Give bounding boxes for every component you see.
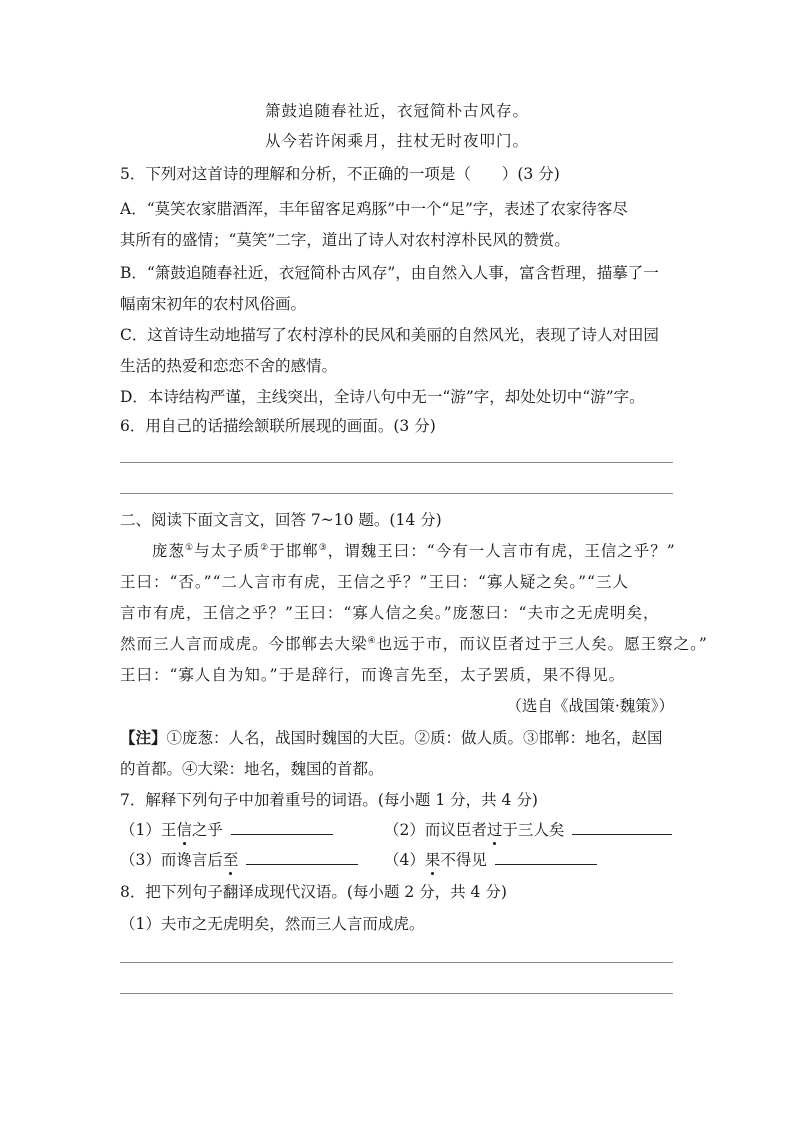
answer-line[interactable] xyxy=(120,993,673,994)
q5-option-b-line2: 幅南宋初年的农村风俗画。 xyxy=(120,295,307,313)
passage-text: ，谓魏王曰：“今有一人言市有虎，王信之乎？” xyxy=(327,542,676,560)
note-marker: ① xyxy=(185,542,195,553)
q7-stem: 7．解释下列句子中加着重号的词语。(每小题 1 分，共 4 分) xyxy=(120,791,538,809)
passage-text: 然而三人言而成虎。今邯郸去大梁 xyxy=(120,635,368,653)
q5-stem: 5．下列对这首诗的理解和分析，不正确的一项是（ ）(3 分) xyxy=(120,165,560,183)
passage-line-1 xyxy=(152,540,674,562)
q7-row-1 xyxy=(120,819,674,841)
answer-line[interactable] xyxy=(120,493,673,494)
q7-item-1-blank[interactable] xyxy=(231,820,333,835)
q7-item-1-text: 之乎 xyxy=(191,821,223,839)
q7-item-4-text: （4） xyxy=(384,851,425,869)
emphasized-word: 过 xyxy=(486,821,503,839)
q7-item-2-text: 于三人矣 xyxy=(502,821,565,839)
note-marker: ③ xyxy=(318,542,328,553)
notes-label: 【注】 xyxy=(120,728,167,747)
note-marker: ④ xyxy=(367,635,377,646)
q5-option-a-line2: 其所有的盛情；“莫笑”二字，道出了诗人对农村淳朴民风的赞赏。 xyxy=(120,231,570,249)
q6-stem: 6．用自己的话描绘颔联所展现的画面。(3 分) xyxy=(120,417,436,435)
passage-line-2: 王曰：“否。”“二人言市有虎，王信之乎？”王曰：“寡人疑之矣。”“三人 xyxy=(120,573,629,591)
poem-line-2: 从今若许闲乘月，拄杖无时夜叩门。 xyxy=(264,132,529,150)
passage-text: 于邯郸 xyxy=(269,542,319,560)
q7-row-2 xyxy=(120,849,674,871)
q8-sentence-1: （1）夫市之无虎明矣，然而三人言而成虎。 xyxy=(120,915,425,933)
emphasized-word: 果 xyxy=(424,851,441,869)
passage-line-3: 言市有虎，王信之乎？”王曰：“寡人信之矣。”庞葱曰：“夫市之无虎明矣， xyxy=(120,604,660,622)
q5-option-c-line2: 生活的热爱和恋恋不舍的感情。 xyxy=(120,357,338,375)
q5-option-d: D．本诗结构严谨，主线突出，全诗八句中无一“游”字，却处处切中“游”字。 xyxy=(120,388,645,406)
passage-text: 庞葱 xyxy=(152,542,186,560)
notes-line-1 xyxy=(120,727,674,749)
q7-item-2-text: （2）而议臣者 xyxy=(384,821,487,839)
poem-line-1: 箫鼓追随春社近，衣冠简朴古风存。 xyxy=(264,102,529,120)
section-2-title: 二、阅读下面文言文，回答 7~10 题。(14 分) xyxy=(120,511,442,529)
q7-item-4-text: 不得见 xyxy=(440,851,487,869)
passage-line-4 xyxy=(120,633,708,655)
passage-text: 与太子质 xyxy=(194,542,261,560)
q7-item-4-blank[interactable] xyxy=(495,850,597,865)
q5-option-a-line1: A．“莫笑农家腊酒浑，丰年留客足鸡豚”中一个“足”字，表述了农家待客尽 xyxy=(120,200,628,218)
emphasized-word: 信 xyxy=(176,821,192,839)
q5-option-b-line1: B．“箫鼓追随春社近，衣冠简朴古风存”，由自然入人事，富含哲理，描摹了一 xyxy=(120,264,659,282)
emphasized-word: 至 xyxy=(222,851,239,869)
notes-line-2: 的首都。④大梁：地名，魏国的首都。 xyxy=(120,760,384,778)
q7-item-2 xyxy=(384,819,672,841)
q7-item-2-blank[interactable] xyxy=(572,820,672,835)
notes-text: ①庞葱：人名，战国时魏国的大臣。②质：做人质。③邯郸：地名，赵国 xyxy=(166,729,663,747)
answer-line[interactable] xyxy=(120,962,673,963)
passage-source: （选自《战国策·魏策》） xyxy=(506,697,674,715)
q7-item-1-text: （1）王 xyxy=(120,821,177,839)
answer-line[interactable] xyxy=(120,462,673,463)
q7-item-4 xyxy=(384,849,597,871)
passage-line-5: 王曰：“寡人自为知。”于是辞行，而谗言先至，太子罢质，果不得见。 xyxy=(120,666,626,684)
note-marker: ② xyxy=(260,542,270,553)
q8-stem: 8．把下列句子翻译成现代汉语。(每小题 2 分，共 4 分) xyxy=(120,883,507,901)
q7-item-3-blank[interactable] xyxy=(246,850,358,865)
passage-text: 也远于市，而议臣者过于三人矣。愿王察之。” xyxy=(376,635,708,653)
q7-item-3-text: （3）而谗言后 xyxy=(120,851,223,869)
q5-option-c-line1: C．这首诗生动地描写了农村淳朴的民风和美丽的自然风光，表现了诗人对田园 xyxy=(120,326,659,344)
